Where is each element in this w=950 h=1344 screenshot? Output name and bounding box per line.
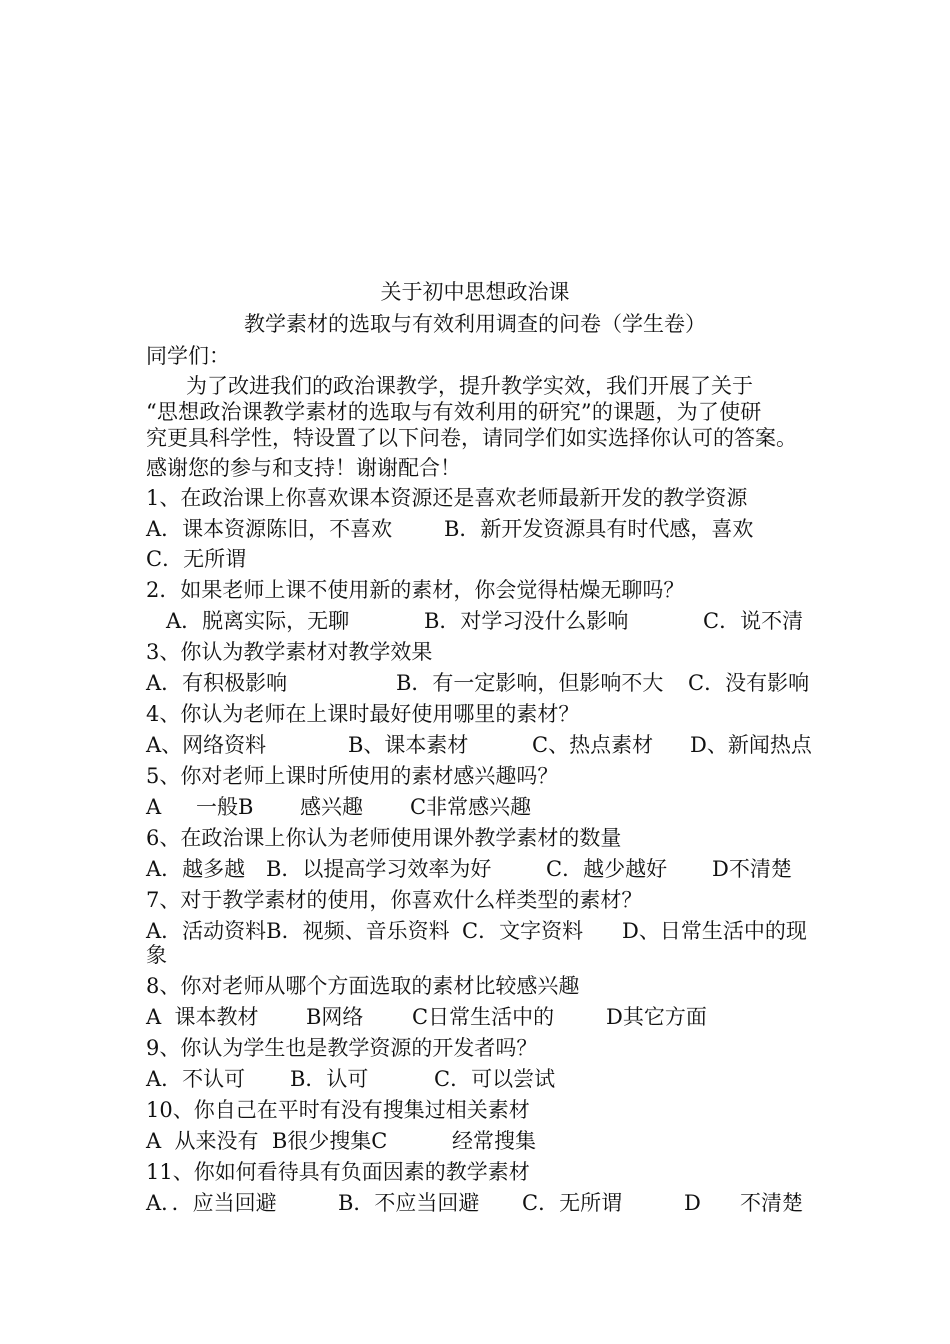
question-4: 4、你认为老师在上课时最好使用哪里的素材？ xyxy=(146,702,580,726)
question-5: 5、你对老师上课时所使用的素材感兴趣吗？ xyxy=(146,764,559,788)
q7-option-d-wrap: 象 xyxy=(146,943,167,967)
q9-option-b: B．认可 xyxy=(290,1067,369,1091)
q9-option-c: C．可以尝试 xyxy=(434,1067,556,1091)
question-9: 9、你认为学生也是教学资源的开发者吗？ xyxy=(146,1036,538,1060)
q8-option-b: B网络 xyxy=(306,1005,364,1029)
q7-option-d: D、日常生活中的现 xyxy=(622,919,807,943)
question-11: 11、你如何看待具有负面因素的教学素材 xyxy=(146,1160,530,1184)
question-3: 3、你认为教学素材对教学效果 xyxy=(146,640,433,664)
intro-line-2: “思想政治课教学素材的选取与有效利用的研究”的课题，为了使研 xyxy=(146,400,762,424)
q1-option-b: B．新开发资源具有时代感，喜欢 xyxy=(444,517,754,541)
q3-option-b: B．有一定影响，但影响不大 xyxy=(396,671,664,695)
q3-option-a: A．有积极影响 xyxy=(146,671,288,695)
q5-option-c: C非常感兴趣 xyxy=(410,795,532,819)
q5-option-a: A xyxy=(146,795,162,819)
question-1: 1、在政治课上你喜欢课本资源还是喜欢老师最新开发的教学资源 xyxy=(146,486,748,510)
q4-option-c: C、热点素材 xyxy=(532,733,654,757)
q4-option-b: B、课本素材 xyxy=(348,733,469,757)
q11-option-d-text: 不清楚 xyxy=(740,1191,803,1215)
q6-option-b: B．以提高学习效率为好 xyxy=(266,857,492,881)
q7-option-ab: A．活动资料B．视频、音乐资料 xyxy=(146,919,450,943)
q11-option-d: D xyxy=(684,1191,701,1215)
q10-option-ab: A 从来没有 B很少搜集C xyxy=(146,1129,388,1153)
q11-option-c: C．无所谓 xyxy=(522,1191,623,1215)
q4-option-d: D、新闻热点 xyxy=(690,733,812,757)
q10-option-c: 经常搜集 xyxy=(452,1129,536,1153)
q6-option-d: D不清楚 xyxy=(712,857,792,881)
q6-option-c: C．越少越好 xyxy=(546,857,668,881)
q11-option-a: A．．应当回避 xyxy=(146,1191,277,1215)
q1-option-a: A．课本资源陈旧，不喜欢 xyxy=(146,517,393,541)
doc-subtitle: 教学素材的选取与有效利用调查的问卷（学生卷） xyxy=(244,312,706,336)
q8-option-a: A 课本教材 xyxy=(146,1005,259,1029)
intro-line-1: 为了改进我们的政治课教学，提升教学实效，我们开展了关于 xyxy=(186,374,753,398)
question-2: 2．如果老师上课不使用新的素材，你会觉得枯燥无聊吗？ xyxy=(146,578,685,602)
intro-line-3: 究更具科学性，特设置了以下问卷，请同学们如实选择你认可的答案。 xyxy=(146,426,797,450)
q2-option-a: A．脱离实际，无聊 xyxy=(166,609,350,633)
q7-option-c: C．文字资料 xyxy=(462,919,584,943)
intro-line-4: 感谢您的参与和支持！谢谢配合！ xyxy=(146,456,461,480)
q9-option-a: A．不认可 xyxy=(146,1067,246,1091)
q5-option-b-text: 感兴趣 xyxy=(300,795,363,819)
greeting: 同学们： xyxy=(146,344,230,368)
question-10: 10、你自己在平时有没有搜集过相关素材 xyxy=(146,1098,530,1122)
q2-option-c: C．说不清 xyxy=(703,609,804,633)
q11-option-b: B．不应当回避 xyxy=(338,1191,480,1215)
question-6: 6、在政治课上你认为老师使用课外教学素材的数量 xyxy=(146,826,622,850)
q8-option-c: C日常生活中的 xyxy=(412,1005,555,1029)
q1-option-c: C．无所谓 xyxy=(146,547,247,571)
doc-title: 关于初中思想政治课 xyxy=(380,280,570,304)
q6-option-a: A．越多越 xyxy=(146,857,246,881)
q2-option-b: B．对学习没什么影响 xyxy=(424,609,629,633)
q4-option-a: A、网络资料 xyxy=(146,733,267,757)
q3-option-c: C．没有影响 xyxy=(688,671,810,695)
q5-option-b: 一般B xyxy=(196,795,254,819)
question-8: 8、你对老师从哪个方面选取的素材比较感兴趣 xyxy=(146,974,580,998)
question-7: 7、对于教学素材的使用，你喜欢什么样类型的素材？ xyxy=(146,888,643,912)
q8-option-d: D其它方面 xyxy=(606,1005,707,1029)
